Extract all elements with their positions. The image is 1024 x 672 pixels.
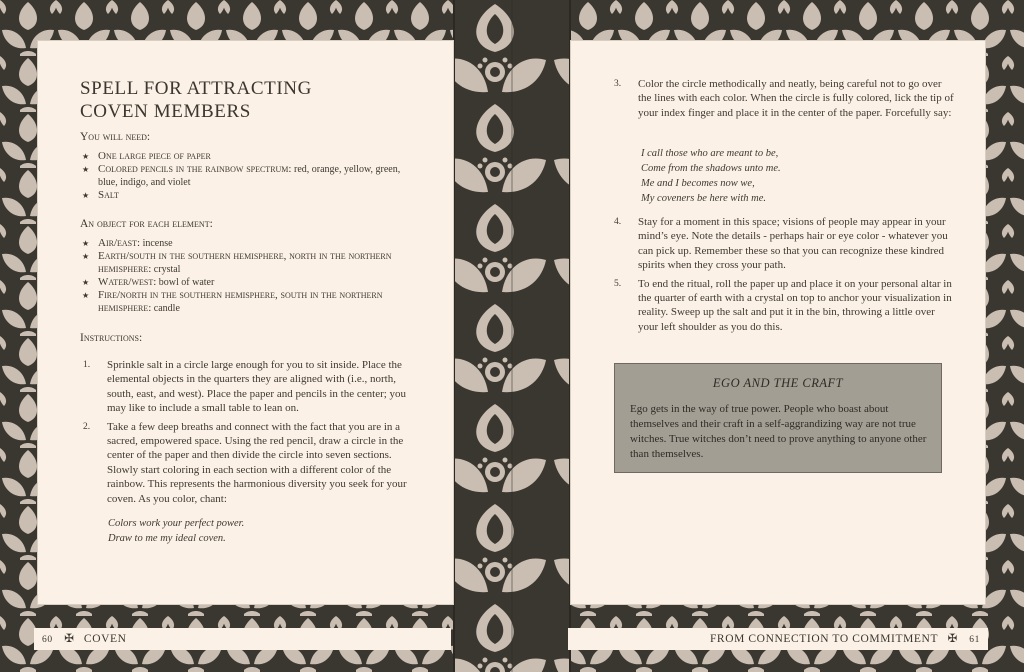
sidebar-title: EGO AND THE CRAFT (712, 376, 844, 390)
step-text: Stay for a moment in this space; visions of people may appear in your mind’s eye. Note the details - perhaps hair or eye color - whatever you can pick up. Remember these so that you can recognize these kindred spirits when they cross your path. (638, 216, 948, 272)
cross-ornament-icon: ✠ (64, 633, 75, 645)
item-detail: red, orange, yellow, green, blue, indigo, and violet (98, 164, 401, 188)
list-item (80, 420, 425, 506)
list-item (82, 163, 412, 189)
item-detail: candle (151, 303, 180, 314)
chant-line: Colors work your perfect power. (108, 518, 245, 529)
object-heading: An object for each element: (80, 218, 213, 230)
step-text: Take a few deep breaths and connect with the fact that you are in a sacred, empowered space. Using the red pencil, draw a circle in the center of the paper and then divide the circle into seven sections. Slowly start coloring in each section with a different color of the rainbow. This represents the harmonious diversity you seek for your coven. As you color, chant: (107, 420, 407, 505)
step-text: Color the circle methodically and neatly, being careful not to go over the lines with each color. When the circle is fully colored, lick the tip of your index finger and place it in the center of the paper. Forcefully say: (638, 78, 954, 119)
list-item (82, 237, 412, 250)
item-detail: incense (140, 238, 173, 249)
item-label: Air/east: (98, 237, 141, 249)
item-label: Salt (98, 189, 119, 201)
instructions-heading: Instructions: (80, 332, 143, 344)
item-label: Colored pencils in the rainbow spectrum: (98, 163, 292, 175)
item-label: Fire/north in the southern hemisphere, south in the northern hemisphere: (98, 289, 383, 314)
chant-line: Draw to me my ideal coven. (108, 533, 226, 544)
list-item (611, 215, 956, 273)
right-page (571, 41, 985, 604)
chant (108, 516, 244, 546)
list-item (611, 77, 956, 120)
left-running-footer (34, 628, 451, 650)
page-number: 61 (969, 635, 980, 645)
spell-title (80, 77, 420, 123)
list-item (82, 276, 412, 289)
chant-line: I call those who are meant to be, (641, 148, 779, 159)
page-number: 60 (42, 635, 53, 645)
right-running-footer (568, 628, 988, 650)
list-item (611, 277, 956, 335)
step-text: To end the ritual, roll the paper up and place it on your personal altar in the quarter of earth with a crystal on top to anchor your visualization in reality. Sweep up the salt and put it in the bin, throwing a little over your left shoulder as you do this. (638, 277, 952, 333)
list-item (82, 150, 412, 163)
item-label: One large piece of paper (98, 150, 211, 162)
item-label: Earth/south in the southern hemisphere, north in the northern hemisphere: (98, 250, 392, 275)
instructions-list-end (611, 215, 956, 338)
step-number: 1. (83, 360, 91, 370)
needs-list (82, 150, 412, 202)
item-detail: bowl of water (156, 277, 215, 288)
step-number: 2. (83, 421, 91, 432)
item-detail: crystal (151, 264, 181, 275)
running-head: COVEN (83, 633, 127, 645)
step-number: 4. (614, 217, 622, 227)
instructions-list-continued (611, 77, 956, 124)
left-page (38, 41, 453, 604)
step-number: 5. (614, 278, 622, 289)
running-head: FROM CONNECTION TO COMMITMENT (709, 633, 939, 645)
list-item (82, 250, 412, 276)
title-line-2: COVEN MEMBERS (80, 101, 251, 122)
chant-line: Me and I becomes now we, (641, 178, 755, 189)
ego-and-the-craft-box (614, 363, 942, 473)
cross-ornament-icon: ✠ (947, 633, 958, 645)
instructions-list (80, 358, 425, 510)
elements-list (82, 237, 412, 315)
chant-line: Come from the shadows unto me. (641, 163, 781, 174)
you-will-need-heading: You will need: (80, 131, 151, 143)
item-label: Water/west: (98, 276, 157, 288)
title-line-1: SPELL FOR ATTRACTING (80, 78, 312, 99)
chant (641, 146, 781, 206)
list-item (82, 289, 412, 315)
step-number: 3. (614, 79, 622, 89)
step-text: Sprinkle salt in a circle large enough for you to sit inside. Place the elemental objects in the quarters they are aligned with (i.e., north, south, east, and west). Place the paper and pencils in the center; you may like to include a small table to lean on. (107, 359, 407, 415)
list-item (82, 189, 412, 202)
list-item (80, 358, 425, 416)
chant-line: My coveners be here with me. (641, 193, 766, 204)
sidebar-body: Ego gets in the way of true power. People who boast about themselves and their craft in a self-aggrandizing way are not true witches. True witches don’t need to prove anything to anyone other than themselves. (630, 403, 927, 460)
